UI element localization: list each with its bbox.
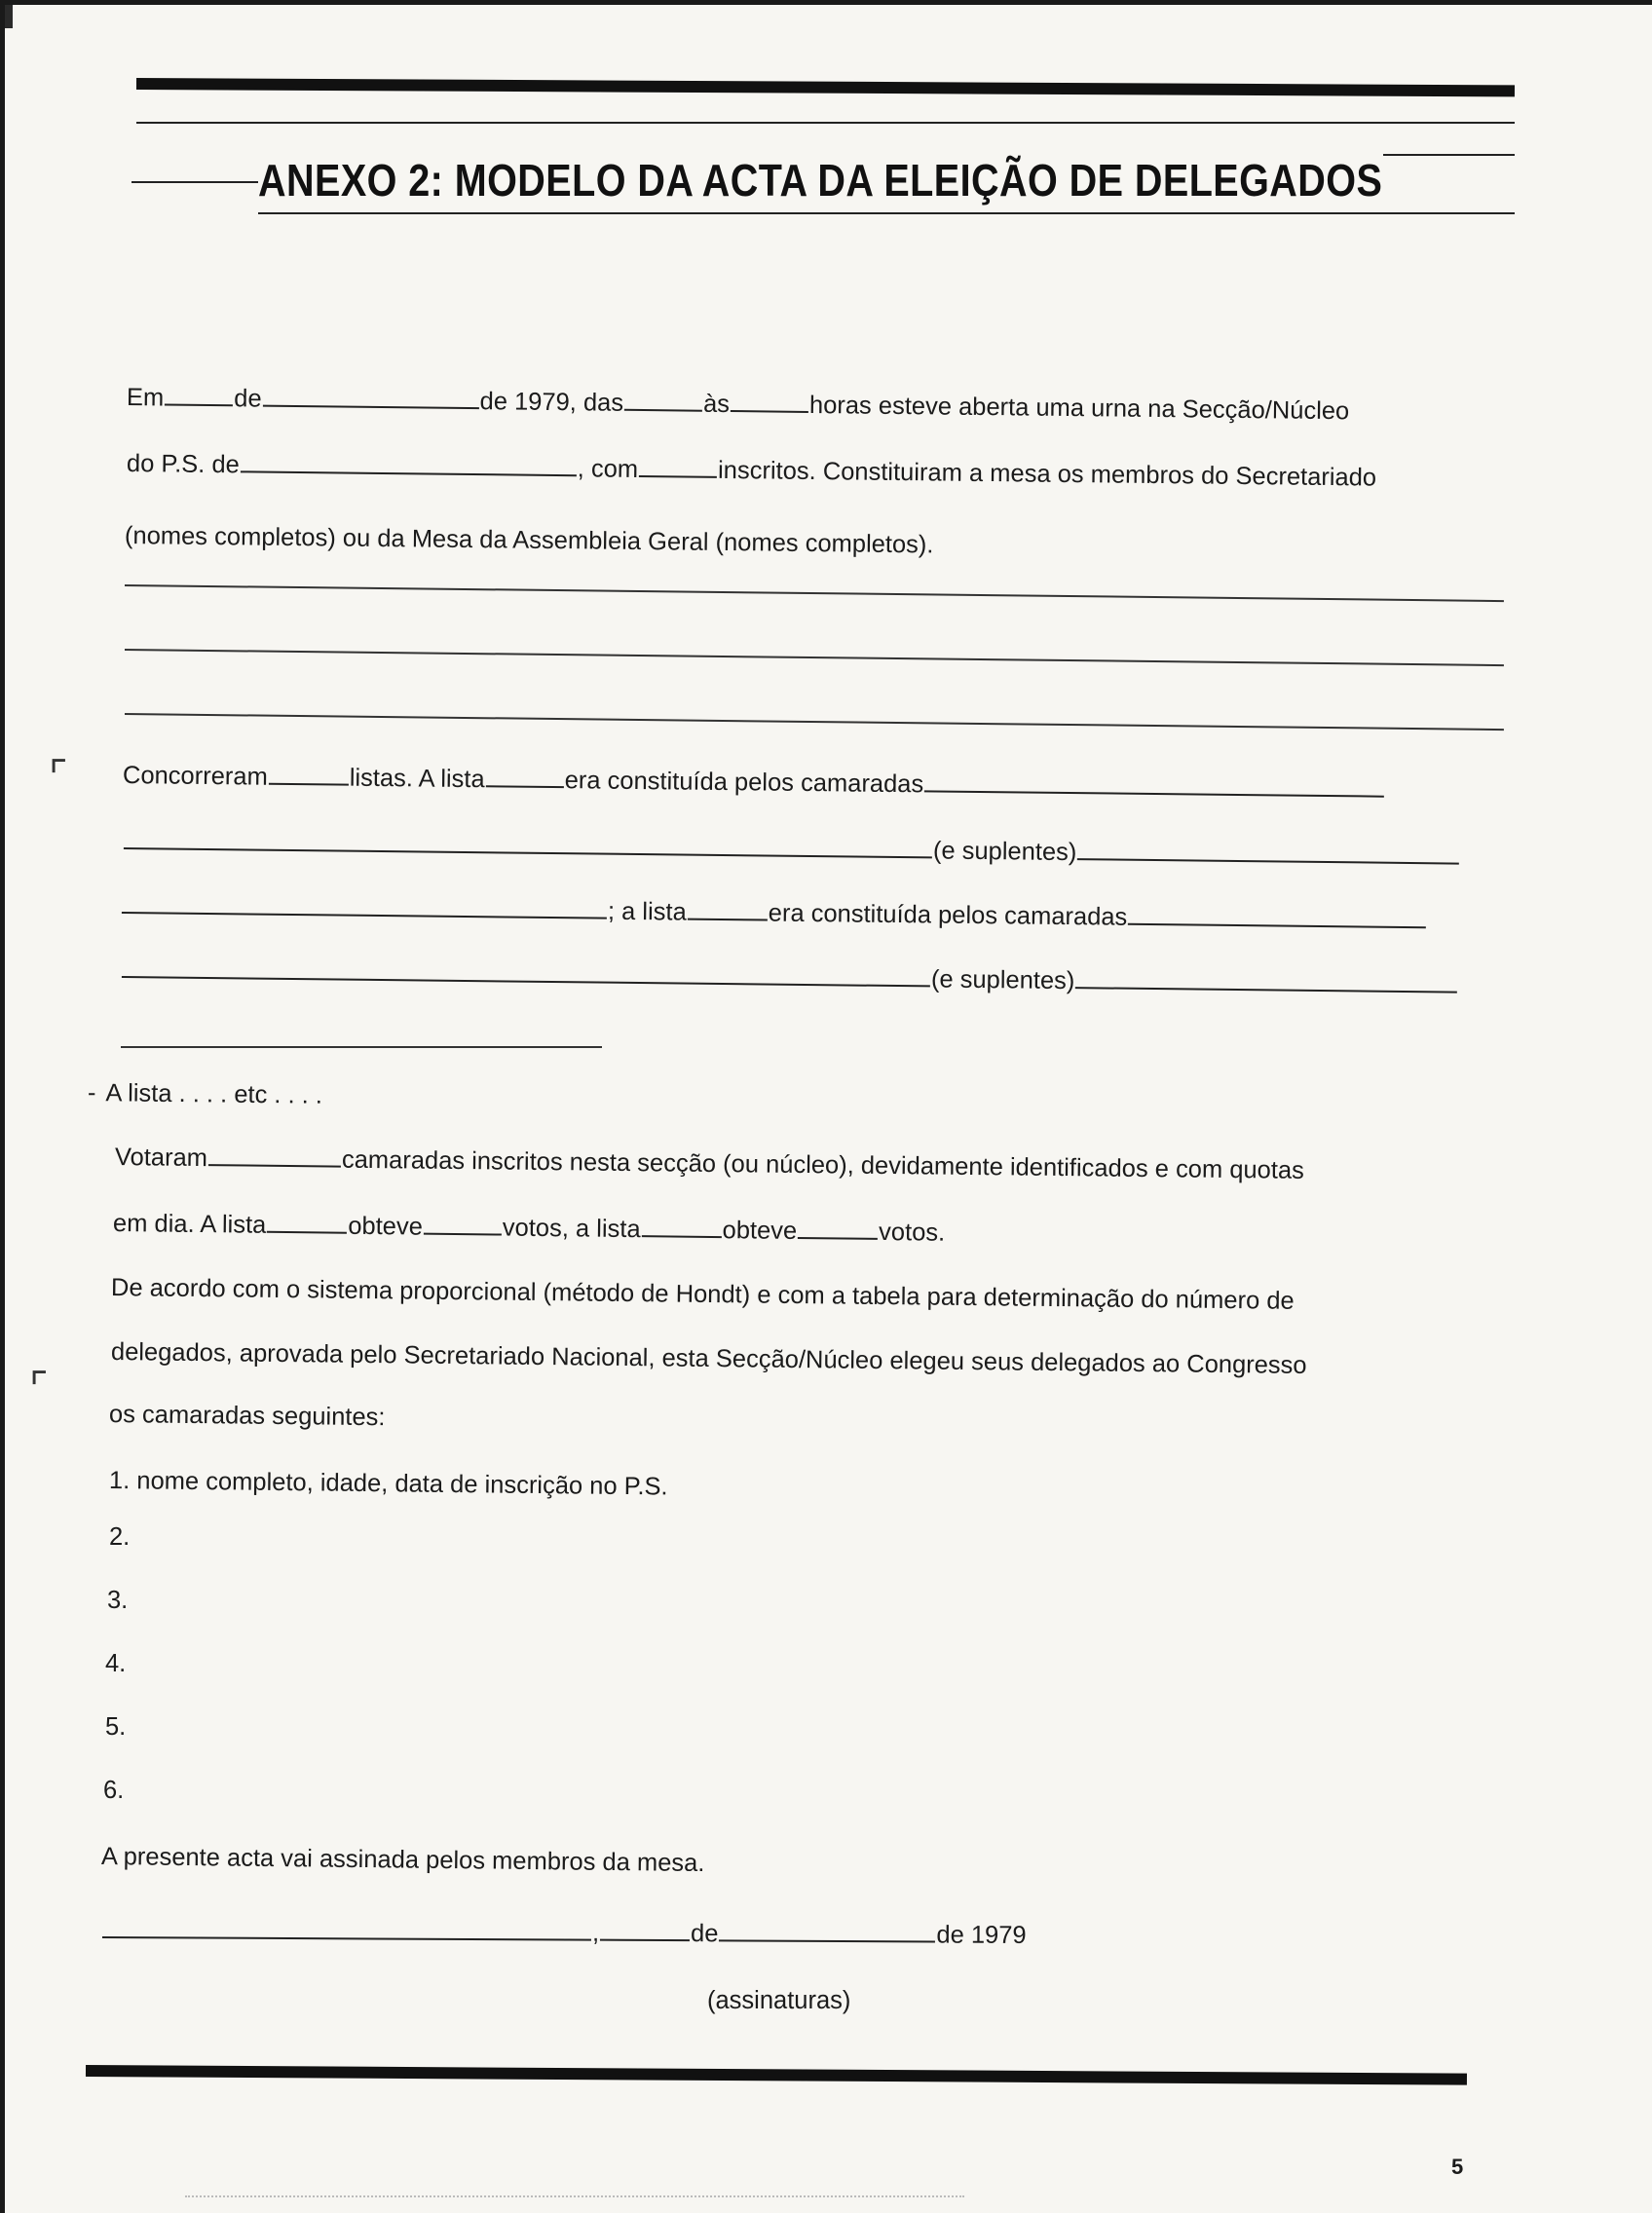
text-a-lista-etc [88, 1077, 322, 1111]
text-suplentes-2: (e suplentes) [930, 965, 1075, 995]
text-a-lista: ; a lista [607, 897, 687, 926]
text-em: Em [126, 384, 165, 412]
p4-line1: De acordo com o sistema proporcional (método de Hondt) e com a tabela para determinação do número de [110, 1274, 1295, 1315]
text-votaram-rest: camaradas inscritos nesta secção (ou núcleo), devidamente identificados e com quotas [341, 1145, 1305, 1184]
date-line [101, 1915, 1027, 1951]
text-com: , com [577, 455, 639, 483]
list-item-4: 4. [105, 1650, 127, 1677]
write-line-1[interactable] [125, 584, 1504, 602]
blank-camaradas-a[interactable] [924, 769, 1384, 797]
text-votos-1: votos, a lista [502, 1214, 641, 1244]
text-listas: listas. A lista [349, 764, 485, 794]
text-obteve-2: obteve [722, 1217, 798, 1245]
p4-line2: delegados, aprovada pelo Secretariado Nacional, esta Secção/Núcleo elegeu seus delegados ao Congresso [110, 1338, 1307, 1379]
header-thick-bar [136, 78, 1515, 96]
scan-border-top [0, 0, 1652, 5]
text-de: de [234, 385, 262, 413]
title-rule-right-top [1383, 154, 1515, 156]
blank-suplentes-a[interactable] [1077, 837, 1459, 864]
blank-camaradas-b[interactable] [1128, 902, 1426, 928]
page-title: ANEXO 2: MODELO DA ACTA DA ELEIÇÃO DE DELEGADOS [258, 155, 1383, 206]
footer-thick-bar [86, 2065, 1467, 2085]
blank-date-month[interactable] [719, 1918, 935, 1942]
blank-suplentes-a-cont[interactable] [122, 890, 607, 919]
write-line-2[interactable] [125, 649, 1504, 666]
blank-lista-y[interactable] [642, 1214, 722, 1238]
blank-month[interactable] [263, 384, 479, 410]
blank-lista-a[interactable] [486, 764, 564, 788]
write-line-suplentes-b-cont[interactable] [121, 1046, 602, 1048]
p2-line1 [123, 760, 1386, 806]
p1-line2 [127, 448, 1376, 494]
text-votaram: Votaram [114, 1144, 208, 1173]
margin-bracket-1: ⌜ [49, 752, 68, 800]
closing-sentence: A presente acta vai assinada pelos membros da mesa. [100, 1843, 705, 1878]
text-em-dia: em dia. A lista [112, 1210, 267, 1239]
p1-line3: (nomes completos) ou da Mesa da Assembleia Geral (nomes completos). [124, 522, 934, 559]
list-item-6: 6. [103, 1777, 125, 1804]
blank-votaram[interactable] [208, 1143, 341, 1168]
p2-line2 [123, 826, 1461, 873]
text-votos-2: votos. [878, 1218, 946, 1247]
blank-place[interactable] [102, 1915, 591, 1941]
text-as: às [702, 390, 731, 419]
list-item-1: 1. nome completo, idade, data de inscrição no P.S. [108, 1467, 668, 1501]
blank-suplentes-b[interactable] [1075, 965, 1457, 993]
blank-inscritos[interactable] [639, 454, 717, 478]
write-line-3[interactable] [125, 713, 1504, 731]
blank-day[interactable] [165, 382, 233, 406]
margin-bracket-2: ⌜ [29, 1364, 49, 1411]
text-date-de: de [691, 1920, 719, 1948]
scan-border-left [0, 0, 5, 2213]
p4-line3: os camaradas seguintes: [108, 1401, 386, 1432]
blank-num-listas[interactable] [269, 762, 349, 786]
blank-lista-b[interactable] [688, 897, 768, 921]
blank-votos-y[interactable] [798, 1216, 878, 1240]
page-number: 5 [1451, 2155, 1464, 2179]
title-rule-left [131, 181, 258, 183]
text-obteve-1: obteve [348, 1212, 424, 1241]
p3-line2 [113, 1208, 946, 1249]
p2-line3 [121, 890, 1428, 936]
text-concorreram: Concorreram [122, 762, 268, 791]
blank-date-day[interactable] [600, 1918, 690, 1941]
dash-mark: - [87, 1079, 96, 1107]
blank-seccao[interactable] [241, 449, 577, 476]
a-lista-etc-label: A lista . . . . etc . . . . [105, 1079, 323, 1109]
text-suplentes-1: (e suplentes) [932, 837, 1077, 867]
p3-line1 [115, 1142, 1304, 1186]
text-date-1979: de 1979 [936, 1921, 1027, 1949]
list-item-5: 5. [105, 1713, 127, 1741]
p1-line1 [127, 382, 1350, 427]
blank-camaradas-b-cont[interactable] [122, 955, 930, 987]
blank-votos-x[interactable] [424, 1212, 502, 1236]
blank-lista-x[interactable] [267, 1210, 347, 1234]
list-item-3: 3. [107, 1587, 129, 1614]
text-horas: horas esteve aberta uma urna na Secção/Núcleo [808, 391, 1350, 426]
blank-hour-start[interactable] [624, 388, 702, 412]
text-do-ps: do P.S. de [126, 450, 240, 479]
blank-camaradas-a-cont[interactable] [124, 826, 932, 858]
text-era-2: era constituída pelos camaradas [768, 899, 1128, 931]
scan-dotted-artifact [185, 2195, 964, 2197]
scan-corner-mark [5, 5, 13, 28]
list-item-2: 2. [109, 1523, 131, 1551]
text-comma: , [591, 1919, 600, 1947]
text-era: era constituída pelos camaradas [564, 767, 924, 799]
header-rule-top [136, 122, 1515, 124]
blank-hour-end[interactable] [731, 389, 808, 413]
text-inscritos: inscritos. Constituiram a mesa os membros do Secretariado [717, 456, 1377, 492]
p2-line4 [121, 955, 1459, 1001]
title-underline [258, 212, 1515, 214]
text-de-1979: de 1979, das [479, 388, 624, 417]
signatures-label: (assinaturas) [707, 1987, 851, 2014]
